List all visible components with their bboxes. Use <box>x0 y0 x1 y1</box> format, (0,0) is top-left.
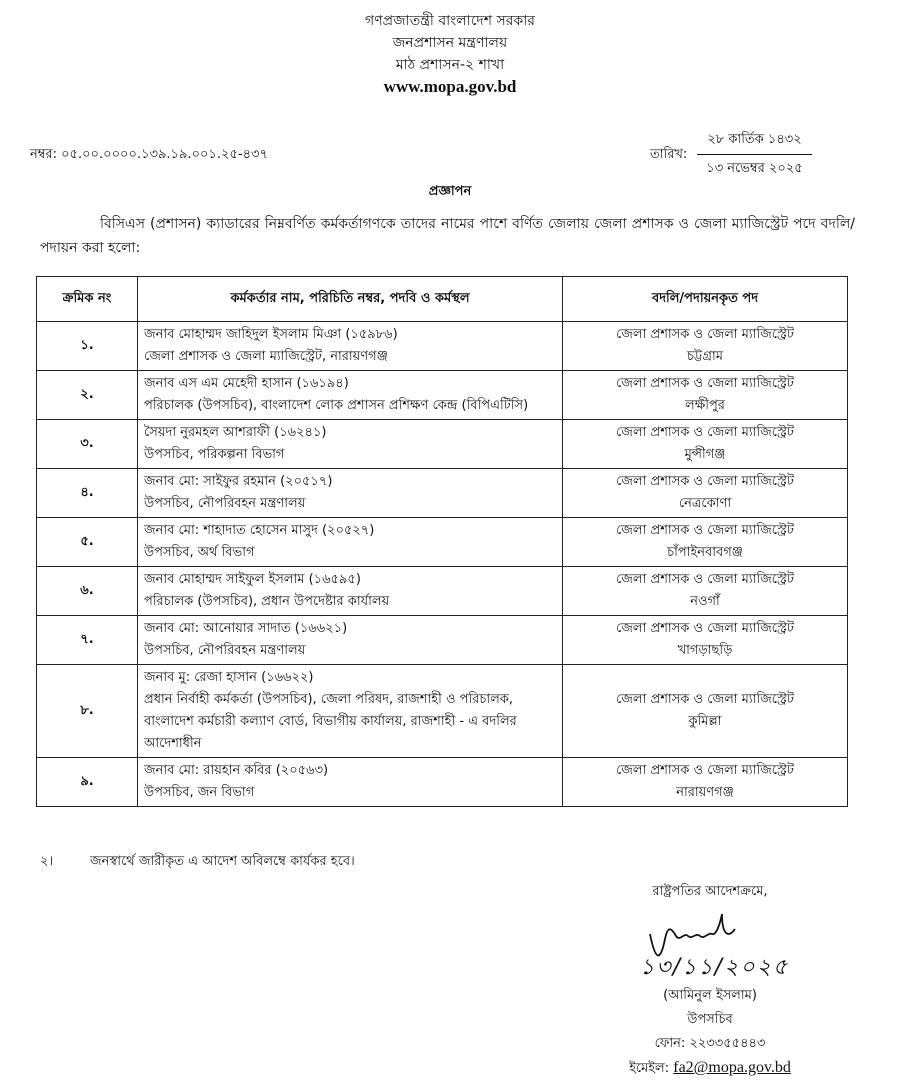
table-header-row <box>37 277 848 322</box>
row-serial: ৮. <box>37 665 138 758</box>
row-officer <box>138 322 563 371</box>
officer-name: জনাব মোহাম্মদ সাইফুল ইসলাম (১৬৫৯৫) <box>144 572 361 587</box>
signatory-name: (আমিনুল ইসলাম) <box>663 988 757 1003</box>
date-label: তারিখ: <box>650 146 688 162</box>
new-district: নওগাঁ <box>690 594 720 609</box>
new-post: জেলা প্রশাসক ও জেলা ম্যাজিস্ট্রেট <box>616 425 794 440</box>
table-row <box>37 322 848 371</box>
row-officer <box>138 371 563 420</box>
email-link[interactable]: fa2@mopa.gov.bd <box>673 1059 791 1076</box>
row-posting <box>563 518 848 567</box>
row-serial: ৯. <box>37 758 138 807</box>
officer-name: জনাব মোহাম্মদ জাহিদুল ইসলাম মিঞা (১৫৯৮৬) <box>144 327 398 342</box>
new-district: চট্টগ্রাম <box>687 349 723 364</box>
officer-current-post: প্রধান নির্বাহী কর্মকর্তা (উপসচিব), জেলা পরিষদ, রাজশাহী ও পরিচালক, বাংলাদেশ কর্মচারী কল্যাণ বোর্ড, বিভাগীয় কার্যালয়, রাজশাহী - এ বদলির আদেশাধীন <box>144 692 517 751</box>
row-serial: ৬. <box>37 567 138 616</box>
row-serial: ৫. <box>37 518 138 567</box>
table-row <box>37 469 848 518</box>
intro-paragraph: বিসিএস (প্রশাসন) ক্যাডারের নিম্নবর্ণিত কর্মকর্তাগণকে তাদের নামের পাশে বর্ণিত জেলায় জেলা প্রশাসক ও জেলা ম্যাজিস্ট্রেট পদে বদলি/ পদায়ন করা হলো: <box>40 216 855 256</box>
transfer-table <box>36 276 848 807</box>
row-posting <box>563 567 848 616</box>
signatory-designation: উপসচিব <box>687 1012 733 1027</box>
officer-name: জনাব এস এম মেহেদী হাসান (১৬১৯৪) <box>144 376 349 391</box>
branch-name: মাঠ প্রশাসন-২ শাখা <box>395 57 505 73</box>
officer-current-post: উপসচিব, জন বিভাগ <box>144 785 255 800</box>
new-post: জেলা প্রশাসক ও জেলা ম্যাজিস্ট্রেট <box>616 572 794 587</box>
table-row <box>37 758 848 807</box>
officer-current-post: উপসচিব, অর্থ বিভাগ <box>144 545 255 560</box>
date-bengali: ২৮ কার্তিক ১৪৩২ <box>697 130 811 155</box>
new-district: খাগড়াছড়ি <box>677 643 733 658</box>
row-posting <box>563 616 848 665</box>
table-row <box>37 420 848 469</box>
government-title: গণপ্রজাতন্ত্রী বাংলাদেশ সরকার <box>365 13 535 29</box>
new-post: জেলা প্রশাসক ও জেলা ম্যাজিস্ট্রেট <box>616 621 794 636</box>
row-posting <box>563 469 848 518</box>
table-row <box>37 371 848 420</box>
row-officer <box>138 665 563 758</box>
row-posting <box>563 420 848 469</box>
new-post: জেলা প্রশাসক ও জেলা ম্যাজিস্ট্রেট <box>616 523 794 538</box>
ministry-name: জনপ্রশাসন মন্ত্রণালয় <box>392 35 508 51</box>
header-officer: কর্মকর্তার নাম, পরিচিতি নম্বর, পদবি ও কর্মস্থল <box>138 277 563 322</box>
clause-number: ২। <box>40 854 54 869</box>
order-line: রাষ্ট্রপতির আদেশক্রমে, <box>652 884 768 899</box>
clause-2 <box>40 852 355 873</box>
clause-text: জনস্বার্থে জারীকৃত এ আদেশ অবিলম্বে কার্যকর হবে। <box>90 854 355 869</box>
officer-name: জনাব মো: আনোয়ার সাদাত (১৬৬২১) <box>144 621 348 636</box>
new-district: নেত্রকোণা <box>678 496 732 511</box>
new-post: জেলা প্রশাসক ও জেলা ম্যাজিস্ট্রেট <box>616 376 794 391</box>
officer-current-post: উপসচিব, পরিকল্পনা বিভাগ <box>144 447 285 462</box>
notice-title: প্রজ্ঞাপন <box>428 184 472 199</box>
officer-name: জনাব মো: সাইফুর রহমান (২০৫১৭) <box>144 474 333 489</box>
row-officer <box>138 469 563 518</box>
officer-current-post: পরিচালক (উপসচিব), প্রধান উপদেষ্টার কার্যালয় <box>144 594 390 609</box>
row-officer <box>138 758 563 807</box>
row-serial: ৭. <box>37 616 138 665</box>
signatory-phone: ফোন: ২২৩৩৫৫৪৪৩ <box>654 1036 766 1051</box>
row-posting <box>563 665 848 758</box>
new-district: কুমিল্লা <box>688 714 722 729</box>
website[interactable]: www.mopa.gov.bd <box>383 77 517 96</box>
officer-current-post: উপসচিব, নৌপরিবহন মন্ত্রণালয় <box>144 643 306 658</box>
table-row <box>37 665 848 758</box>
new-post: জেলা প্রশাসক ও জেলা ম্যাজিস্ট্রেট <box>616 763 794 778</box>
officer-name: জনাব মু: রেজা হাসান (১৬৬২২) <box>144 670 314 685</box>
officer-current-post: জেলা প্রশাসক ও জেলা ম্যাজিস্ট্রেট, নারায়ণগঞ্জ <box>144 349 388 364</box>
officer-name: জনাব মো: রায়হান কবির (২০৫৬৩) <box>144 763 329 778</box>
officer-current-post: পরিচালক (উপসচিব), বাংলাদেশ লোক প্রশাসন প্রশিক্ষণ কেন্দ্র (বিপিএটিসি) <box>144 398 529 413</box>
header-posting: বদলি/পদায়নকৃত পদ <box>563 277 848 322</box>
table-row <box>37 616 848 665</box>
new-district: নারায়ণগঞ্জ <box>676 785 734 800</box>
officer-name: সৈয়দা নুরমহল আশরাফী (১৬২৪১) <box>144 425 327 440</box>
row-officer <box>138 616 563 665</box>
row-serial: ১. <box>37 322 138 371</box>
signature-block <box>580 880 840 1081</box>
new-district: লক্ষীপুর <box>685 398 725 413</box>
email-label: ইমেইল: <box>629 1061 670 1076</box>
signatory-email-line <box>580 1056 840 1081</box>
row-serial: ৪. <box>37 469 138 518</box>
table-row <box>37 518 848 567</box>
row-officer <box>138 567 563 616</box>
new-post: জেলা প্রশাসক ও জেলা ম্যাজিস্ট্রেট <box>616 327 794 342</box>
officer-current-post: উপসচিব, নৌপরিবহন মন্ত্রণালয় <box>144 496 306 511</box>
officer-name: জনাব মো: শাহাদাত হোসেন মাসুদ (২০৫২৭) <box>144 523 375 538</box>
row-serial: ২. <box>37 371 138 420</box>
header-serial: ক্রমিক নং <box>37 277 138 322</box>
row-posting <box>563 371 848 420</box>
row-serial: ৩. <box>37 420 138 469</box>
date-block <box>650 130 812 180</box>
signature-graphic <box>580 904 840 984</box>
new-district: চাঁপাইনবাবগঞ্জ <box>667 545 743 560</box>
row-officer <box>138 518 563 567</box>
memo-number: নম্বর: ০৫.০০.০০০০.১৩৯.১৯.০০১.২৫-৪৩৭ <box>30 147 268 162</box>
letterhead <box>0 10 900 98</box>
row-posting <box>563 758 848 807</box>
date-gregorian: ১৩ নভেম্বর ২০২৫ <box>706 161 803 176</box>
new-post: জেলা প্রশাসক ও জেলা ম্যাজিস্ট্রেট <box>616 692 794 707</box>
row-posting <box>563 322 848 371</box>
new-post: জেলা প্রশাসক ও জেলা ম্যাজিস্ট্রেট <box>616 474 794 489</box>
row-officer <box>138 420 563 469</box>
table-row <box>37 567 848 616</box>
new-district: মুন্সীগঞ্জ <box>684 447 726 462</box>
signed-date: ১৩/১১/২০২৫ <box>640 955 790 980</box>
